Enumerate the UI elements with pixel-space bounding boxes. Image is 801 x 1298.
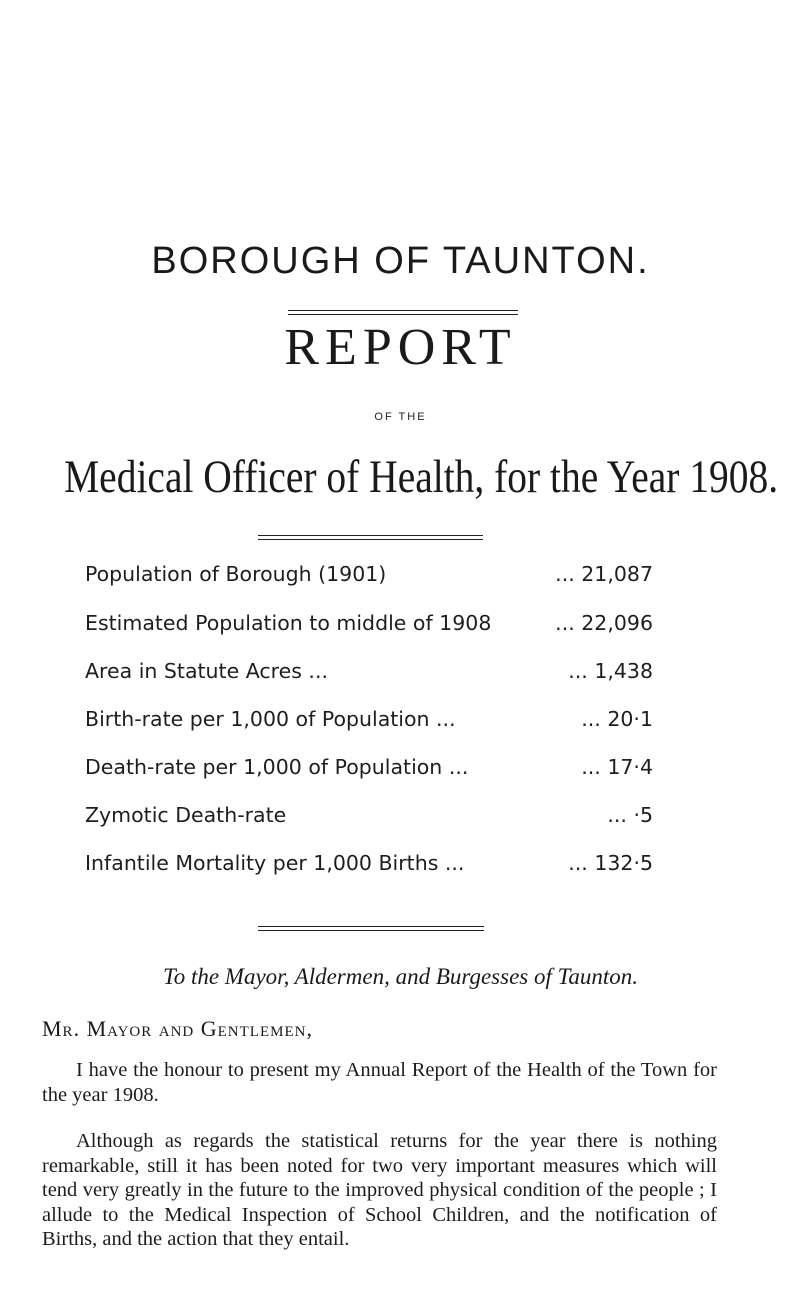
- stat-label: Death-rate per 1,000 of Population ...: [85, 755, 469, 779]
- stat-leader: ...: [581, 707, 601, 731]
- letter-address: To the Mayor, Aldermen, and Burgesses of Taunton.: [163, 964, 638, 989]
- stat-value: [568, 659, 653, 683]
- stat-number: ·5: [633, 803, 653, 827]
- stat-value: [607, 803, 653, 827]
- paragraph-body: Although as regards the statistical returns for the year there is nothing remarkable, still it has been noted for two very important measures which will tend very greatly in the future to the improved physical condition of the people ; I allude to the Medical Inspection of School Children, and the notification of Births, and the action that they entail.: [42, 1130, 717, 1250]
- stat-number: 21,087: [581, 562, 653, 586]
- stat-value: [568, 851, 653, 875]
- paragraph-intro: I have the honour to present my Annual Report of the Health of the Town for the year 1908.: [42, 1059, 717, 1106]
- stat-row: [0, 659, 801, 695]
- report-title: Medical Officer of Health, for the Year 1908.: [64, 451, 779, 503]
- stat-leader: ...: [555, 562, 575, 586]
- stat-row: [0, 707, 801, 743]
- stat-value: [581, 707, 653, 731]
- letter-salutation: Mr. Mayor and Gentlemen,: [42, 1016, 313, 1041]
- stat-value: [555, 562, 653, 586]
- stat-row: [0, 611, 801, 647]
- report-heading: REPORT: [284, 319, 517, 376]
- stat-label: Area in Statute Acres ...: [85, 659, 328, 683]
- stat-row: [0, 562, 801, 598]
- stat-number: 20·1: [607, 707, 653, 731]
- stat-value: [555, 611, 653, 635]
- stat-leader: ...: [568, 851, 588, 875]
- stat-leader: ...: [555, 611, 575, 635]
- stat-value: [581, 755, 653, 779]
- stat-number: 22,096: [581, 611, 653, 635]
- borough-title: BOROUGH OF TAUNTON.: [151, 240, 650, 282]
- stat-row: [0, 803, 801, 839]
- stat-number: 1,438: [594, 659, 653, 683]
- stat-leader: ...: [581, 755, 601, 779]
- stat-label: Infantile Mortality per 1,000 Births ...: [85, 851, 465, 875]
- of-the-caption: OF THE: [374, 411, 427, 423]
- divider-rule: [258, 926, 484, 931]
- stat-label: Zymotic Death-rate: [85, 803, 287, 827]
- stat-row: [0, 851, 801, 887]
- stat-label: Birth-rate per 1,000 of Population ...: [85, 707, 456, 731]
- divider-rule: [258, 535, 483, 540]
- stat-leader: ...: [568, 659, 588, 683]
- stat-leader: ...: [607, 803, 627, 827]
- divider-rule: [288, 310, 518, 315]
- stat-label: Estimated Population to middle of 1908: [85, 611, 492, 635]
- stat-number: 132·5: [594, 851, 653, 875]
- stat-label: Population of Borough (1901): [85, 562, 387, 586]
- stat-number: 17·4: [607, 755, 653, 779]
- stat-row: [0, 755, 801, 791]
